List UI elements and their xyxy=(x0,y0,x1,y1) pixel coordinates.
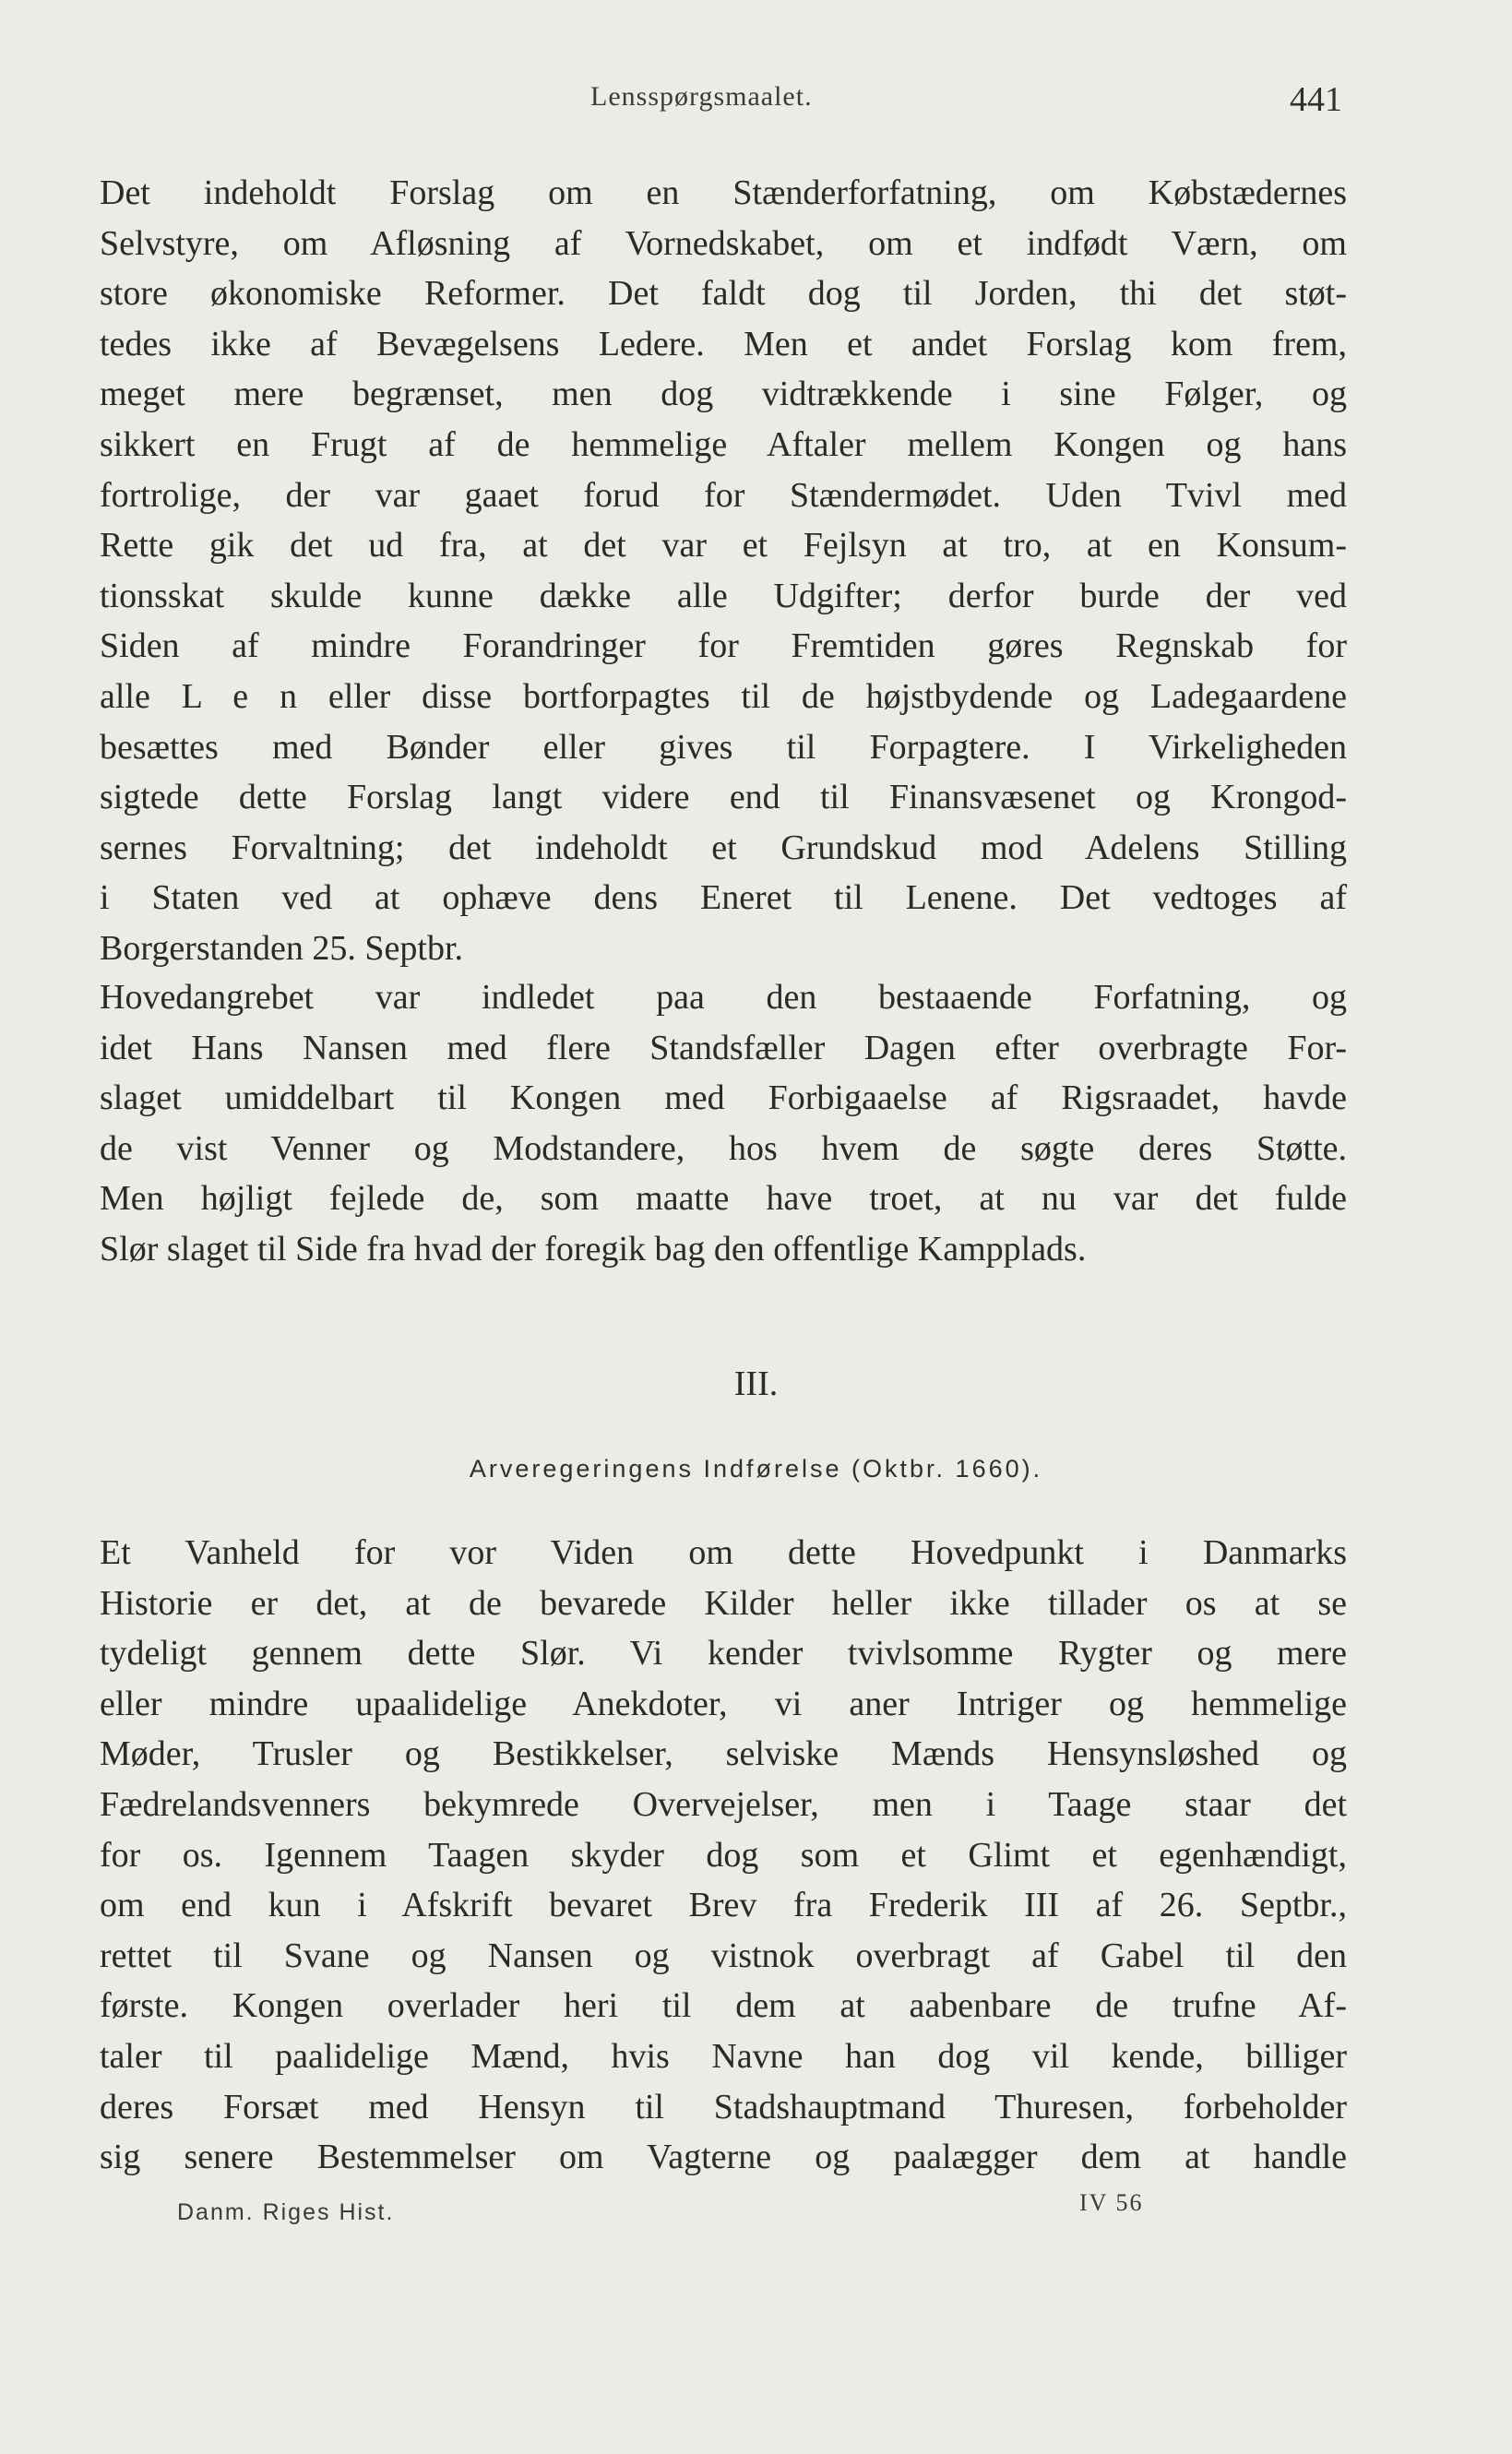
text-line: taler til paalidelige Mænd, hvis Navne han dog vil kende, billiger xyxy=(100,2036,1347,2076)
text-line: Slør slaget til Side fra hvad der foregik bag den offentlige Kampplads. xyxy=(100,1229,1087,1269)
paragraph-2 xyxy=(100,972,1347,1275)
text-line: deres Forsæt med Hensyn til Stadshauptmand Thuresen, forbeholder xyxy=(100,2087,1347,2126)
footer-signature-left: Danm. Riges Hist. xyxy=(177,2199,395,2225)
text-line: tionsskat skulde kunne dække alle Udgifter; derfor burde der ved xyxy=(100,576,1347,615)
text-line: Møder, Trusler og Bestikkelser, selviske Mænds Hensynsløshed og xyxy=(100,1734,1347,1774)
text-line: Borgerstanden 25. Septbr. xyxy=(100,928,464,968)
text-line: Siden af mindre Forandringer for Fremtiden gøres Regnskab for xyxy=(100,626,1347,666)
section-title: Arveregeringens Indførelse (Oktbr. 1660). xyxy=(469,1455,1043,1483)
text-line: Det indeholdt Forslag om en Stænderforfatning, om Købstædernes xyxy=(100,173,1347,212)
text-line: Rette gik det ud fra, at det var et Fejlsyn at tro, at en Konsum- xyxy=(100,526,1347,566)
section-number: III. xyxy=(733,1364,779,1403)
paragraph-3 xyxy=(100,1528,1347,2183)
text-line: store økonomiske Reformer. Det faldt dog til Jorden, thi det støt- xyxy=(100,274,1347,314)
text-line: de vist Venner og Modstandere, hos hvem de søgte deres Støtte. xyxy=(100,1128,1347,1168)
text-line: slaget umiddelbart til Kongen med Forbigaaelse af Rigsraadet, havde xyxy=(100,1078,1347,1118)
text-line: meget mere begrænset, men dog vidtrækkende i sine Følger, og xyxy=(100,375,1347,414)
text-line: Selvstyre, om Afløsning af Vornedskabet, om et indfødt Værn, om xyxy=(100,223,1347,263)
text-line: første. Kongen overlader heri til dem at aabenbare de trufne Af- xyxy=(100,1986,1347,2026)
running-head: Lensspørgsmaalet. xyxy=(590,81,813,112)
text-line: sig senere Bestemmelser om Vagterne og paalægger dem at handle xyxy=(100,2138,1347,2177)
text-line: om end kun i Afskrift bevaret Brev fra Frederik III af 26. Septbr., xyxy=(100,1886,1347,1925)
text-line: tydeligt gennem dette Slør. Vi kender tvivlsomme Rygter og mere xyxy=(100,1634,1347,1674)
text-line: sernes Forvaltning; det indeholdt et Grundskud mod Adelens Stilling xyxy=(100,828,1347,867)
text-line: tedes ikke af Bevægelsens Ledere. Men et andet Forslag kom frem, xyxy=(100,324,1347,363)
page-number: 441 xyxy=(1290,80,1342,119)
text-line: rettet til Svane og Nansen og vistnok overbragt af Gabel til den xyxy=(100,1936,1347,1975)
text-line: idet Hans Nansen med flere Standsfæller Dagen efter overbragte For- xyxy=(100,1028,1347,1067)
text-line: besættes med Bønder eller gives til Forpagtere. I Virkeligheden xyxy=(100,727,1347,767)
text-line: eller mindre upaalidelige Anekdoter, vi aner Intriger og hemmelige xyxy=(100,1684,1347,1723)
text-line: Fædrelandsvenners bekymrede Overvejelser, men i Taage staar det xyxy=(100,1784,1347,1824)
text-line: Et Vanheld for vor Viden om dette Hovedpunkt i Danmarks xyxy=(100,1533,1347,1572)
text-line: Hovedangrebet var indledet paa den bestaaende Forfatning, og xyxy=(100,978,1347,1017)
text-line: Historie er det, at de bevarede Kilder heller ikke tillader os at se xyxy=(100,1583,1347,1623)
text-line: sikkert en Frugt af de hemmelige Aftaler mellem Kongen og hans xyxy=(100,424,1347,464)
footer-signature-right: IV 56 xyxy=(1079,2189,1144,2216)
text-line: i Staten ved at ophæve dens Eneret til Lenene. Det vedtoges af xyxy=(100,878,1347,918)
text-line: sigtede dette Forslag langt videre end til Finansvæsenet og Krongod- xyxy=(100,778,1347,817)
paragraph-1 xyxy=(100,168,1347,974)
text-line: alle L e n eller disse bortforpagtes til de højstbydende og Ladegaardene xyxy=(100,676,1347,716)
text-line: for os. Igennem Taagen skyder dog som et Glimt et egenhændigt, xyxy=(100,1835,1347,1875)
text-line: Men højligt fejlede de, som maatte have troet, at nu var det fulde xyxy=(100,1179,1347,1219)
text-line: fortrolige, der var gaaet forud for Stændermødet. Uden Tvivl med xyxy=(100,475,1347,515)
